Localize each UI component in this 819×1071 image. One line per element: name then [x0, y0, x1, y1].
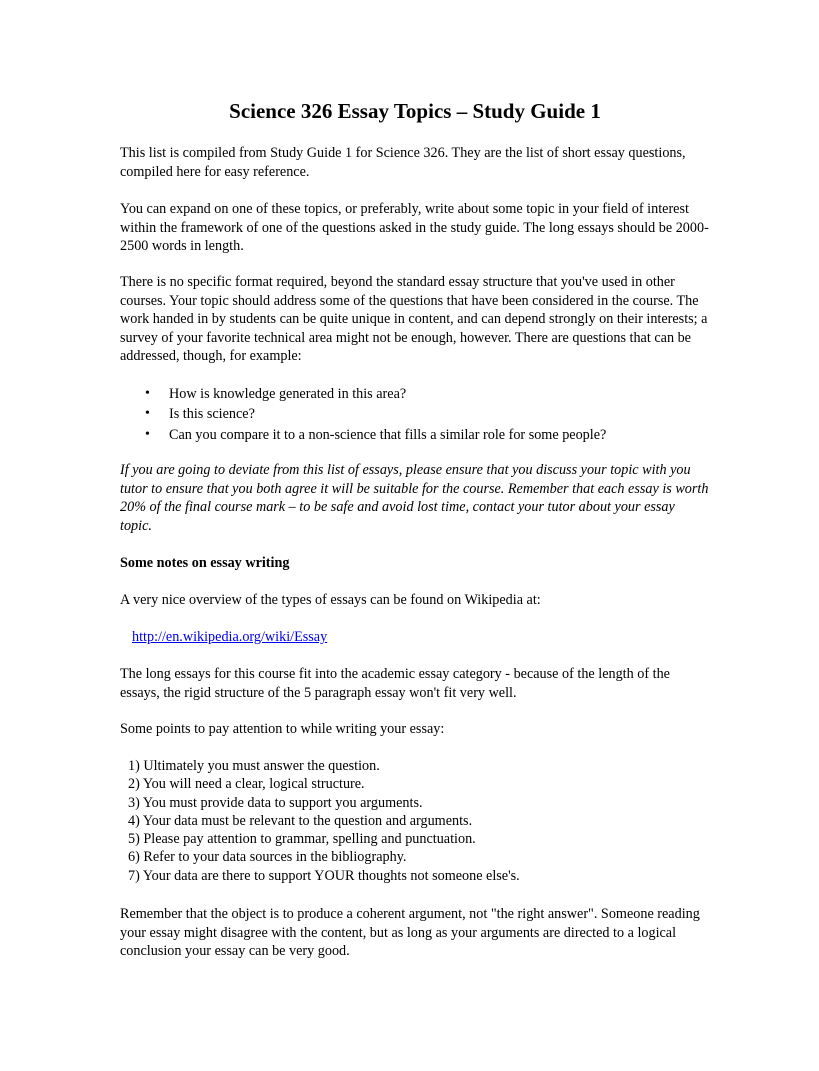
bullet-icon: •	[145, 386, 150, 401]
closing-paragraph: Remember that the object is to produce a coherent argument, not "the right answer". Someone reading your essay might disagree with the content, but as long as your arguments are directed to a logical conclusion your essay can be very good.	[120, 906, 700, 959]
list-item: 5) Please pay attention to grammar, spelling and punctuation.	[128, 831, 476, 848]
list-item	[120, 426, 680, 446]
notes-heading: Some notes on essay writing	[120, 555, 290, 571]
overview-paragraph: A very nice overview of the types of essays can be found on Wikipedia at:	[120, 592, 541, 608]
list-item: 3) You must provide data to support you arguments.	[128, 794, 423, 811]
expand-paragraph: You can expand on one of these topics, or preferably, write about some topic in your field of interest within the framework of one of the questions asked in the study guide. The long essays should be 2000-2500 words in length.	[120, 201, 709, 254]
academic-paragraph: The long essays for this course fit into the academic essay category - because of the length of the essays, the rigid structure of the 5 paragraph essay won't fit very well.	[120, 666, 670, 701]
question-bullet-list	[120, 385, 680, 446]
intro-paragraph: This list is compiled from Study Guide 1 for Science 326. They are the list of short essay questions, compiled here for easy reference.	[120, 145, 686, 180]
page-title: Science 326 Essay Topics – Study Guide 1	[229, 99, 601, 123]
bullet-icon: •	[145, 406, 150, 422]
list-item-text: Can you compare it to a non-science that fills a similar role for some people?	[169, 426, 607, 443]
points-intro-paragraph: Some points to pay attention to while writing your essay:	[120, 721, 445, 737]
list-item: 4) Your data must be relevant to the question and arguments.	[128, 812, 473, 829]
deviate-note-paragraph: If you are going to deviate from this list of essays, please ensure that you discuss your topic with you tutor to ensure that you both agree it will be suitable for the course. Remember that each essay is worth 20% of the final course mark – to be safe and avoid lost time, contact your tutor about your essay topic.	[120, 462, 709, 534]
list-item: 7) Your data are there to support YOUR thoughts not someone else's.	[128, 867, 520, 884]
list-item: 1) Ultimately you must answer the question.	[128, 758, 380, 774]
bullet-icon: •	[145, 426, 150, 442]
list-item	[120, 385, 680, 405]
format-paragraph: There is no specific format required, beyond the standard essay structure that you've used in other courses. Your topic should address some of the questions that have been considered in the course. The work handed in by students can be quite unique in content, and can depend strongly on their interests; a survey of your favorite technical area might not be enough, however. There are questions that can be addressed, though, for example:	[120, 274, 708, 364]
list-item: 6) Refer to your data sources in the bibliography.	[128, 849, 407, 866]
list-item-text: Is this science?	[169, 406, 255, 423]
list-item-text: How is knowledge generated in this area?	[169, 386, 407, 402]
writing-points-list	[128, 757, 688, 885]
wikipedia-essay-link[interactable]: http://en.wikipedia.org/wiki/Essay	[132, 629, 328, 645]
list-item	[120, 405, 680, 425]
list-item: 2) You will need a clear, logical structure.	[128, 776, 365, 793]
